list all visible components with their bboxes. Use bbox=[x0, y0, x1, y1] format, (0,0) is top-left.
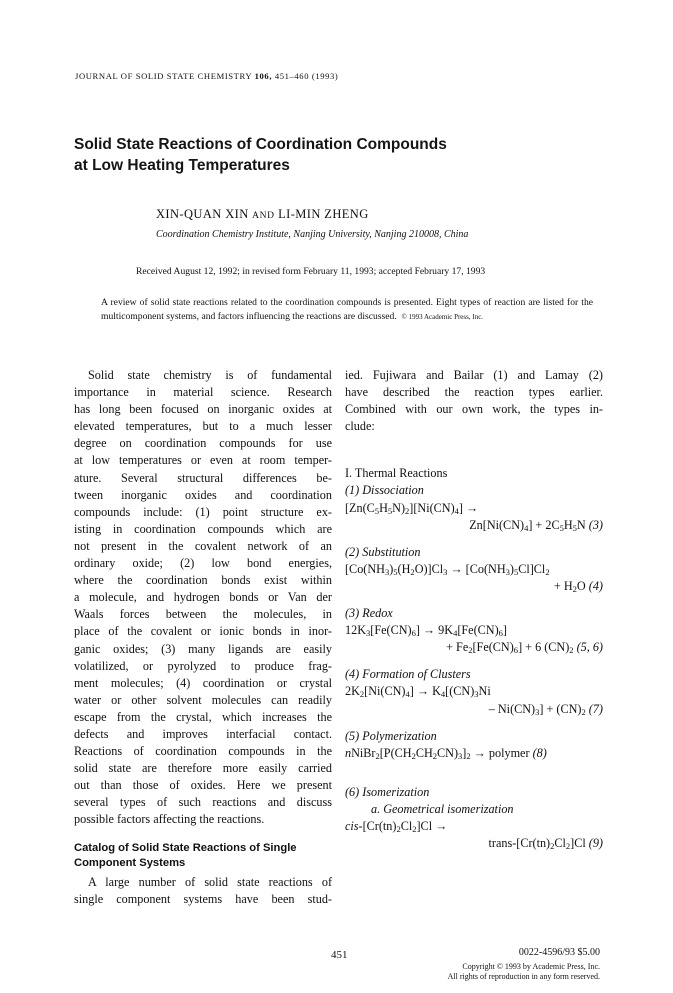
reaction-6-eq-cont: trans-$[Cr(tn)_2Cl_2]Cl$ (9) bbox=[488, 836, 603, 852]
abstract-text: A review of solid state reactions related to the coordination compounds is presented. Eight types of reaction are listed for the multicomponent systems, and factors influencing the reactions are discussed. bbox=[101, 297, 593, 323]
reaction-6-eq: cis-$[Cr(tn)_2Cl_2]Cl$ → bbox=[345, 818, 448, 834]
col1-line: escape from the crystal, which increases the bbox=[74, 709, 332, 724]
reaction-5-title: (5) Polymerization bbox=[345, 728, 437, 743]
col1-line: tween inorganic oxides and coordination bbox=[74, 487, 332, 502]
reaction-6-title: (6) Isomerization bbox=[345, 784, 430, 799]
abstract-copyright: © 1993 Academic Press, Inc. bbox=[401, 313, 484, 322]
author-1: XIN-QUAN XIN bbox=[156, 207, 249, 221]
footer-rights: All rights of reproduction in any form reserved. bbox=[447, 972, 600, 981]
author-2: LI-MIN ZHENG bbox=[278, 207, 369, 221]
reaction-4-eq-cont: – $Ni(CN)_3] + (CN)_2$ (7) bbox=[488, 701, 603, 717]
reaction-1-eq-cont: $Zn[Ni(CN)_4] + 2C_5H_5N$ (3) bbox=[469, 517, 603, 533]
abstract bbox=[101, 296, 593, 325]
reaction-4-title: (4) Formation of Clusters bbox=[345, 667, 471, 682]
col1-line: out than those of oxides. Here we present bbox=[74, 778, 332, 793]
journal-name: JOURNAL OF SOLID STATE CHEMISTRY bbox=[75, 71, 252, 81]
authors bbox=[156, 207, 369, 222]
left-column bbox=[74, 367, 332, 908]
col1-line: compounds include: (1) point structure ex- bbox=[74, 504, 332, 519]
received-dates: Received August 12, 1992; in revised form February 11, 1993; accepted February 17, 1993 bbox=[136, 266, 486, 277]
title-line-1: Solid State Reactions of Coordination Compounds bbox=[74, 136, 447, 153]
col1-line: at low temperatures or even at room temper- bbox=[74, 453, 332, 468]
col2-line: clude: bbox=[345, 419, 375, 434]
col1-line: Reactions of coordination compounds in the bbox=[74, 744, 332, 759]
col1-line: isting in coordination compounds which are bbox=[74, 521, 332, 536]
col1-line: has long been focused on inorganic oxides at bbox=[74, 402, 332, 417]
reaction-1-title: (1) Dissociation bbox=[345, 483, 424, 498]
reaction-5-eq: $nNiBr_2[P(CH_2CH_2CN)_3]_2$ → polymer (8) bbox=[345, 745, 547, 761]
col1-line: ature. Several structural differences be- bbox=[74, 470, 332, 485]
author-and: AND bbox=[252, 211, 275, 221]
col1-line: several types of such reactions and discuss bbox=[74, 795, 332, 810]
col1-line: water or other solvent molecules can readily bbox=[74, 692, 332, 707]
footer-copyright: Copyright © 1993 by Academic Press, Inc. bbox=[462, 962, 600, 971]
reaction-2-eq-cont: + $H_2O$ (4) bbox=[553, 578, 603, 594]
col1-line: a molecule, and hydrogen bonds or Van der bbox=[74, 590, 332, 605]
reaction-2-eq: $[Co(NH_3)_5(H_2O)]Cl_3 \to [Co(NH_3)_5Cl]Cl_2$ bbox=[345, 561, 550, 577]
section-heading-line-1: Catalog of Solid State Reactions of Single bbox=[74, 841, 297, 854]
page-number: 451 bbox=[331, 949, 348, 961]
col1-line: not present in the covalent network of an bbox=[74, 538, 332, 553]
col1-line: elevated temperatures, but to a much lesser bbox=[74, 419, 332, 434]
journal-volume: 106, bbox=[254, 71, 273, 81]
journal-pages-year: 451–460 (1993) bbox=[274, 71, 339, 81]
col1-line: where the coordination bonds exist within bbox=[74, 573, 332, 588]
col1-section-line: single component systems have been stud- bbox=[74, 891, 332, 906]
issn-price: 0022-4596/93 $5.00 bbox=[518, 947, 600, 958]
col1-line: volatilized, or pyrolyzed to produce frag- bbox=[74, 658, 332, 673]
col2-line: have described the reaction types earlier. bbox=[345, 385, 603, 400]
reaction-3-eq-cont: + $Fe_2[Fe(CN)_6] + 6$ $(CN)_2$ (5, 6) bbox=[446, 640, 603, 656]
col1-line: defects and improves interfacial contact. bbox=[74, 726, 332, 741]
right-column bbox=[345, 367, 603, 852]
journal-header bbox=[75, 71, 338, 81]
section-heading bbox=[74, 841, 332, 871]
reaction-4-eq: $2K_2[Ni(CN)_4] \to K_4[(CN)_3Ni$ bbox=[345, 684, 491, 700]
col1-line: degree on coordination compounds for use bbox=[74, 436, 332, 451]
reaction-6-subtitle: a. Geometrical isomerization bbox=[371, 801, 514, 816]
col1-line: place of the covalent or ionic bonds in inor- bbox=[74, 624, 332, 639]
col2-line: ied. Fujiwara and Bailar (1) and Lamay (2) bbox=[345, 368, 603, 382]
col1-line: Solid state chemistry is of fundamental bbox=[88, 368, 332, 382]
col1-line: importance in material science. Research bbox=[74, 385, 332, 400]
col1-line: ganic oxides; (3) many ligands are easily bbox=[74, 641, 332, 656]
section-heading-line-2: Component Systems bbox=[74, 856, 186, 869]
affiliation: Coordination Chemistry Institute, Nanjing University, Nanjing 210008, China bbox=[156, 229, 469, 240]
paper-title bbox=[74, 134, 614, 176]
thermal-heading: I. Thermal Reactions bbox=[345, 466, 448, 481]
col1-line: Waals forces between the molecules, in bbox=[74, 607, 332, 622]
col1-line: solid state are therefore more easily carried bbox=[74, 761, 332, 776]
reaction-1-eq: $[Zn(C_5H_5N)_2][Ni(CN)_4]$ → bbox=[345, 500, 479, 516]
reaction-3-eq: $12K_3[Fe(CN)_6] \to 9K_4[Fe(CN)_6]$ bbox=[345, 623, 507, 639]
reaction-3-title: (3) Redox bbox=[345, 606, 393, 621]
col2-line: Combined with our own work, the types in- bbox=[345, 402, 603, 417]
title-line-2: at Low Heating Temperatures bbox=[74, 157, 290, 174]
col1-line: ment molecules; (4) coordination or crystal bbox=[74, 675, 332, 690]
col1-line: ordinary oxide; (2) low bond energies, bbox=[74, 556, 332, 571]
col1-section-line: A large number of solid state reactions of bbox=[88, 874, 332, 889]
reaction-2-title: (2) Substitution bbox=[345, 544, 421, 559]
col1-line: possible factors affecting the reactions. bbox=[74, 812, 265, 827]
